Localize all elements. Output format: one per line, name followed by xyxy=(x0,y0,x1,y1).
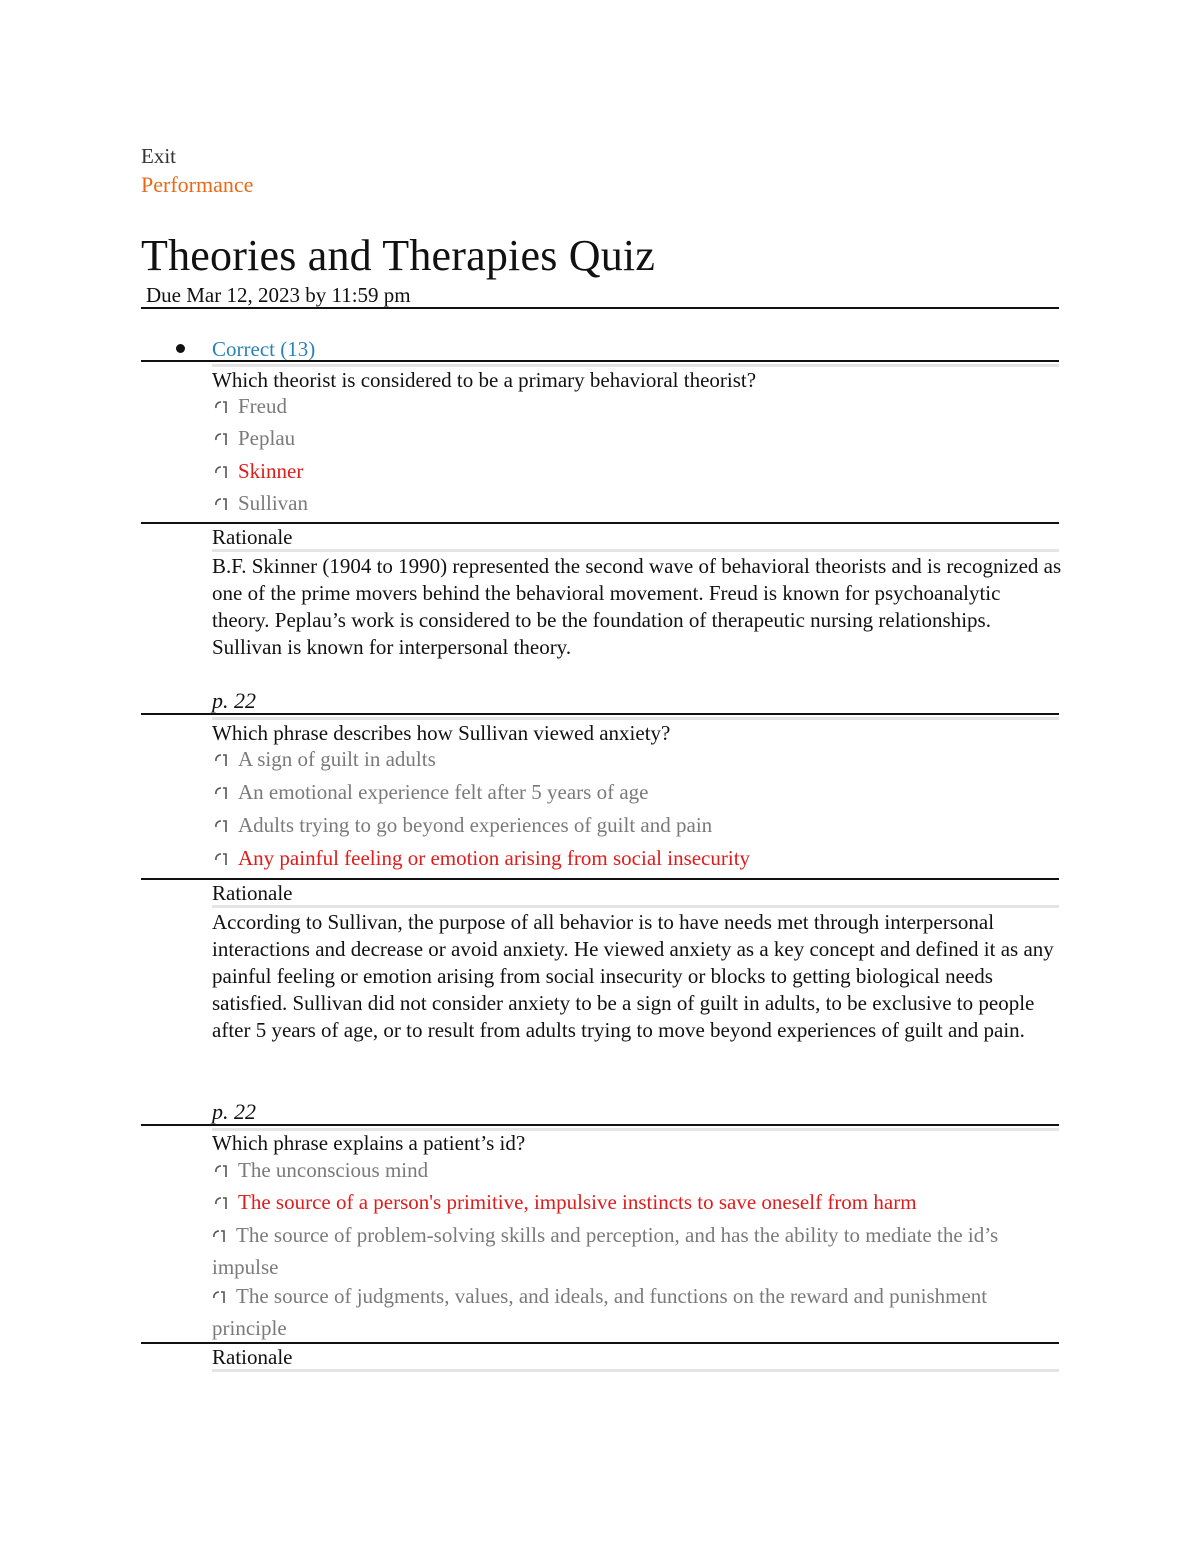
rationale-heading: Rationale xyxy=(212,525,293,549)
choice-label: Freud xyxy=(238,394,287,418)
correct-section-link[interactable]: Correct (13) xyxy=(212,337,316,361)
radio-icon xyxy=(214,1196,228,1210)
q3-choice-4[interactable] xyxy=(212,1280,1062,1344)
q1-choice-1[interactable] xyxy=(214,394,287,419)
question-header-bar xyxy=(212,364,1059,367)
question-divider xyxy=(141,713,1059,715)
choice-label: Sullivan xyxy=(238,491,309,515)
rationale-divider xyxy=(141,1342,1059,1344)
radio-icon xyxy=(214,465,228,479)
radio-icon xyxy=(212,1229,226,1243)
radio-icon xyxy=(214,497,228,511)
question-2-text: Which phrase describes how Sullivan viewed anxiety? xyxy=(212,721,671,745)
choice-label: A sign of guilt in adults xyxy=(238,747,436,771)
radio-icon xyxy=(214,753,228,767)
header-divider xyxy=(141,307,1059,309)
rationale-text: According to Sullivan, the purpose of all behavior is to have needs met through interpersonal interactions and decrease or avoid anxiety. He viewed anxiety as a key concept and defined it as any painful feeling or emotion arising from social insecurity or blocks to getting biological needs satisfied. Sullivan did not consider anxiety to be a sign of guilt in adults, to be exclusive to people after 5 years of age, or to result from adults trying to move beyond experiences of guilt and pain. xyxy=(212,910,1054,1042)
rationale-heading: Rationale xyxy=(212,1345,293,1369)
rationale-text: B.F. Skinner (1904 to 1990) represented the second wave of behavioral theorists and is recognized as one of the prime movers behind the behavioral movement. Freud is known for psychoanalytic theory. Peplau’s work is considered to be the foundation of therapeutic nursing relationships. Sullivan is known for interpersonal theory. xyxy=(212,554,1062,659)
page-reference: p. 22 xyxy=(212,688,256,713)
choice-label: Skinner xyxy=(238,459,304,483)
rationale-bar xyxy=(212,549,1059,552)
choice-label: The source of problem-solving skills and perception, and has the ability to mediate the id’s impulse xyxy=(212,1223,999,1279)
rationale-divider xyxy=(141,522,1059,524)
performance-link[interactable]: Performance xyxy=(141,172,254,197)
choice-label: The source of judgments, values, and ideals, and functions on the reward and punishment principle xyxy=(212,1284,988,1340)
choice-label: Any painful feeling or emotion arising from social insecurity xyxy=(238,846,751,870)
radio-icon xyxy=(214,432,228,446)
q2-choice-4-correct[interactable] xyxy=(214,846,750,871)
radio-icon xyxy=(214,819,228,833)
q1-choice-3-correct[interactable] xyxy=(214,459,303,484)
q2-choice-2[interactable] xyxy=(214,780,648,805)
q1-choice-4[interactable] xyxy=(214,491,308,516)
rationale-divider xyxy=(141,878,1059,880)
q3-choice-2-correct[interactable] xyxy=(214,1190,917,1215)
radio-icon xyxy=(214,852,228,866)
q1-choice-2[interactable] xyxy=(214,426,295,451)
choice-label: An emotional experience felt after 5 years of age xyxy=(238,780,649,804)
choice-label: Adults trying to go beyond experiences of guilt and pain xyxy=(238,813,713,837)
page-reference: p. 22 xyxy=(212,1099,256,1124)
exit-link[interactable]: Exit xyxy=(141,144,176,168)
q3-choice-3[interactable] xyxy=(212,1219,1062,1283)
radio-icon xyxy=(214,1164,228,1178)
question-divider xyxy=(141,1124,1059,1126)
question-1-text: Which theorist is considered to be a primary behavioral theorist? xyxy=(212,368,757,392)
bullet-icon xyxy=(176,344,185,353)
q3-choice-1[interactable] xyxy=(214,1158,428,1183)
question-3-text: Which phrase explains a patient’s id? xyxy=(212,1131,526,1155)
rationale-bar xyxy=(212,905,1059,908)
rationale-heading: Rationale xyxy=(212,881,293,905)
q2-choice-3[interactable] xyxy=(214,813,712,838)
due-date: Due Mar 12, 2023 by 11:59 pm xyxy=(146,283,411,307)
rationale-bar xyxy=(212,1369,1059,1372)
radio-icon xyxy=(214,786,228,800)
choice-label: The source of a person's primitive, impulsive instincts to save oneself from harm xyxy=(238,1190,917,1214)
choice-label: Peplau xyxy=(238,426,296,450)
section-divider xyxy=(141,360,1059,362)
radio-icon xyxy=(212,1290,226,1304)
q2-choice-1[interactable] xyxy=(214,747,436,772)
radio-icon xyxy=(214,400,228,414)
page-title: Theories and Therapies Quiz xyxy=(141,231,656,280)
question-header-bar xyxy=(212,717,1059,720)
choice-label: The unconscious mind xyxy=(238,1158,429,1182)
